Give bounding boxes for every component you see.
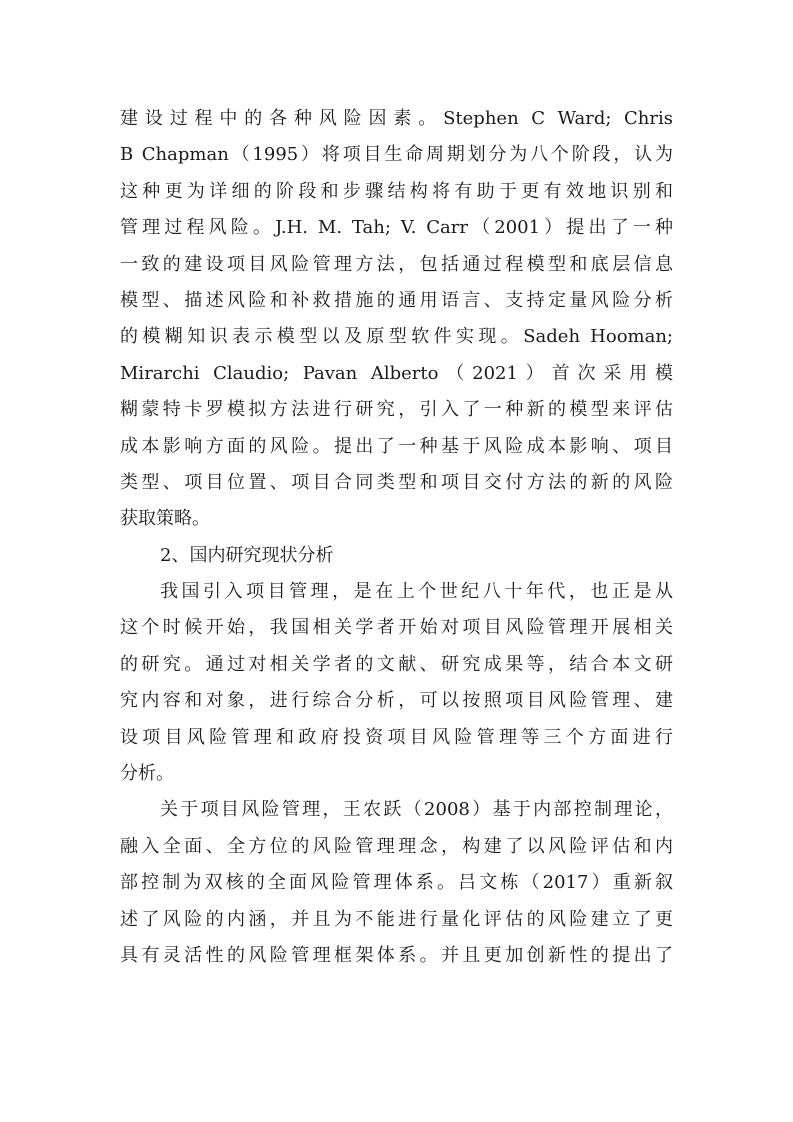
text-line: B Chapman（1995）将项目生命周期划分为八个阶段，认为 xyxy=(120,144,673,166)
text-line: 获取策略。 xyxy=(120,508,210,530)
text-line: 这种更为详细的阶段和步骤结构将有助于更有效地识别和 xyxy=(120,180,673,202)
text-line: 成本影响方面的风险。提出了一种基于风险成本影响、项目 xyxy=(120,435,673,457)
text-line: Mirarchi Claudio; Pavan Alberto（2021）首次采用模 xyxy=(120,362,673,384)
text-line: 的模糊知识表示模型以及原型软件实现。Sadeh Hooman; xyxy=(120,326,673,348)
text-line: 部控制为双核的全面风险管理体系。吕文栋（2017）重新叙 xyxy=(120,872,673,894)
text-line: 分析。 xyxy=(120,763,174,785)
text-line: 关于项目风险管理，王农跃（2008）基于内部控制理论， xyxy=(160,799,673,821)
text-line: 管理过程风险。J.H. M. Tah; V. Carr（2001）提出了一种 xyxy=(120,217,673,239)
text-line: 建设过程中的各种风险因素。Stephen C Ward; Chris xyxy=(120,108,673,129)
text-line: 设项目风险管理和政府投资项目风险管理等三个方面进行 xyxy=(120,726,673,748)
text-line: 我国引入项目管理，是在上个世纪八十年代，也正是从 xyxy=(160,581,673,603)
text-line: 类型、项目位置、项目合同类型和项目交付方法的新的风险 xyxy=(120,471,673,493)
text-line: 融入全面、全方位的风险管理理念，构建了以风险评估和内 xyxy=(120,835,673,857)
text-line: 一致的建设项目风险管理方法，包括通过程模型和底层信息 xyxy=(120,253,673,275)
text-line: 模型、描述风险和补救措施的通用语言、支持定量风险分析 xyxy=(120,289,673,311)
text-line: 这个时候开始，我国相关学者开始对项目风险管理开展相关 xyxy=(120,617,673,639)
document-page xyxy=(120,101,673,974)
text-line: 的研究。通过对相关学者的文献、研究成果等，结合本文研 xyxy=(120,653,673,675)
text-line: 述了风险的内涵，并且为不能进行量化评估的风险建立了更 xyxy=(120,908,673,930)
section-heading: 2、国内研究现状分析 xyxy=(160,544,334,566)
text-line: 糊蒙特卡罗模拟方法进行研究，引入了一种新的模型来评估 xyxy=(120,399,673,421)
text-line: 具有灵活性的风险管理框架体系。并且更加创新性的提出了 xyxy=(120,944,673,966)
text-line: 究内容和对象，进行综合分析，可以按照项目风险管理、建 xyxy=(120,690,673,712)
